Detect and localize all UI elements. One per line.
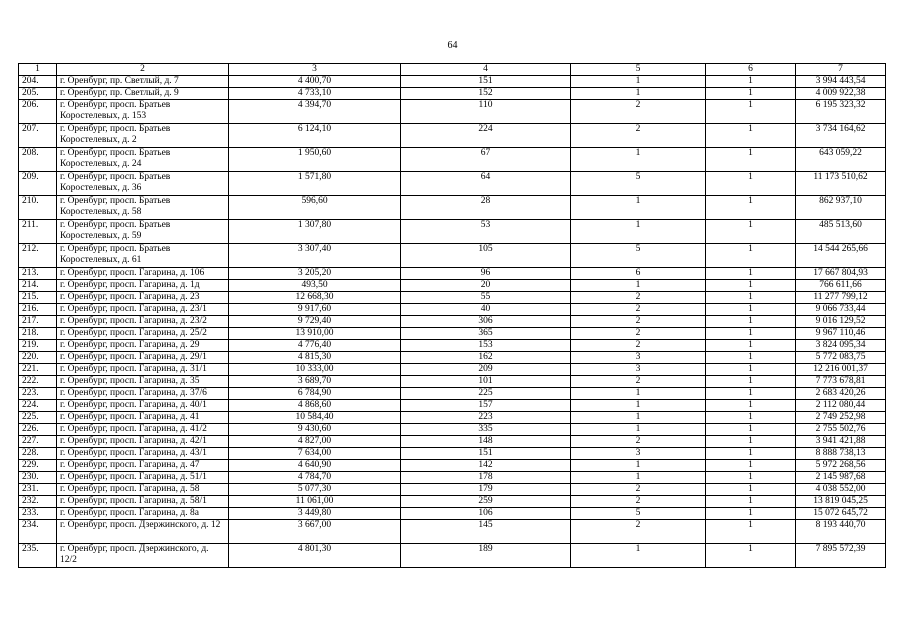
count-cell: 224	[401, 124, 571, 148]
address-cell: г. Оренбург, просп. Дзержинского, д. 12/2	[57, 544, 229, 568]
value-cell: 1	[706, 376, 796, 388]
amount-cell: 12 216 001,37	[796, 364, 886, 376]
area-cell: 7 634,00	[229, 448, 401, 460]
count-cell: 67	[401, 148, 571, 172]
value-cell: 2	[571, 316, 706, 328]
value-cell: 1	[706, 304, 796, 316]
row-number: 233.	[19, 508, 57, 520]
count-cell: 96	[401, 268, 571, 280]
address-cell: г. Оренбург, просп. Гагарина, д. 25/2	[57, 328, 229, 340]
value-cell: 1	[571, 196, 706, 220]
count-cell: 110	[401, 100, 571, 124]
area-cell: 493,50	[229, 280, 401, 292]
area-cell: 4 784,70	[229, 472, 401, 484]
row-number: 231.	[19, 484, 57, 496]
table-row	[19, 76, 886, 88]
count-cell: 157	[401, 400, 571, 412]
amount-cell: 15 072 645,72	[796, 508, 886, 520]
value-cell: 1	[571, 460, 706, 472]
value-cell: 1	[706, 436, 796, 448]
address-cell: г. Оренбург, пр. Светлый, д. 9	[57, 88, 229, 100]
value-cell: 1	[706, 220, 796, 244]
address-cell: г. Оренбург, просп. Гагарина, д. 29/1	[57, 352, 229, 364]
row-number: 227.	[19, 436, 57, 448]
row-number: 222.	[19, 376, 57, 388]
row-number: 229.	[19, 460, 57, 472]
value-cell: 1	[706, 388, 796, 400]
address-cell: г. Оренбург, просп. Гагарина, д. 41/2	[57, 424, 229, 436]
value-cell: 3	[571, 352, 706, 364]
amount-cell: 5 972 268,56	[796, 460, 886, 472]
area-cell: 12 668,30	[229, 292, 401, 304]
row-number: 219.	[19, 340, 57, 352]
table-row	[19, 508, 886, 520]
area-cell: 1 571,80	[229, 172, 401, 196]
value-cell: 1	[706, 424, 796, 436]
address-cell: г. Оренбург, просп. Гагарина, д. 35	[57, 376, 229, 388]
row-number: 208.	[19, 148, 57, 172]
table-row	[19, 400, 886, 412]
table-row	[19, 376, 886, 388]
value-cell: 1	[571, 400, 706, 412]
value-cell: 5	[571, 244, 706, 268]
table-row	[19, 280, 886, 292]
row-number: 206.	[19, 100, 57, 124]
value-cell: 1	[706, 352, 796, 364]
value-cell: 1	[571, 280, 706, 292]
amount-cell: 5 772 083,75	[796, 352, 886, 364]
amount-cell: 3 994 443,54	[796, 76, 886, 88]
row-number: 214.	[19, 280, 57, 292]
row-number: 212.	[19, 244, 57, 268]
column-header: 3	[229, 64, 401, 76]
table-row	[19, 460, 886, 472]
amount-cell: 2 755 502,76	[796, 424, 886, 436]
value-cell: 3	[571, 364, 706, 376]
count-cell: 162	[401, 352, 571, 364]
table-row	[19, 424, 886, 436]
table-row	[19, 220, 886, 244]
amount-cell: 8 888 738,13	[796, 448, 886, 460]
value-cell: 1	[706, 484, 796, 496]
table-row	[19, 268, 886, 280]
count-cell: 151	[401, 76, 571, 88]
count-cell: 28	[401, 196, 571, 220]
value-cell: 1	[571, 472, 706, 484]
page-number: 64	[447, 40, 458, 51]
address-cell: г. Оренбург, просп. Братьев Коростелевых, д. 58	[57, 196, 229, 220]
address-cell: г. Оренбург, просп. Братьев Коростелевых, д. 2	[57, 124, 229, 148]
value-cell: 1	[571, 76, 706, 88]
area-cell: 11 061,00	[229, 496, 401, 508]
area-cell: 5 077,30	[229, 484, 401, 496]
address-cell: г. Оренбург, просп. Дзержинского, д. 12	[57, 520, 229, 544]
data-table	[18, 63, 886, 568]
area-cell: 3 205,20	[229, 268, 401, 280]
table-row	[19, 304, 886, 316]
table-row	[19, 88, 886, 100]
value-cell: 1	[706, 88, 796, 100]
address-cell: г. Оренбург, просп. Гагарина, д. 42/1	[57, 436, 229, 448]
row-number: 209.	[19, 172, 57, 196]
count-cell: 151	[401, 448, 571, 460]
table-row	[19, 100, 886, 124]
value-cell: 2	[571, 124, 706, 148]
row-number: 216.	[19, 304, 57, 316]
amount-cell: 2 749 252,98	[796, 412, 886, 424]
area-cell: 4 394,70	[229, 100, 401, 124]
amount-cell: 8 193 440,70	[796, 520, 886, 544]
value-cell: 1	[571, 412, 706, 424]
address-cell: г. Оренбург, просп. Гагарина, д. 23/2	[57, 316, 229, 328]
address-cell: г. Оренбург, просп. Гагарина, д. 23/1	[57, 304, 229, 316]
amount-cell: 7 895 572,39	[796, 544, 886, 568]
column-header: 2	[57, 64, 229, 76]
address-cell: г. Оренбург, просп. Гагарина, д. 37/6	[57, 388, 229, 400]
area-cell: 9 729,40	[229, 316, 401, 328]
count-cell: 179	[401, 484, 571, 496]
value-cell: 1	[706, 124, 796, 148]
value-cell: 2	[571, 496, 706, 508]
address-cell: г. Оренбург, просп. Гагарина, д. 106	[57, 268, 229, 280]
count-cell: 335	[401, 424, 571, 436]
row-number: 224.	[19, 400, 57, 412]
count-cell: 40	[401, 304, 571, 316]
area-cell: 3 449,80	[229, 508, 401, 520]
count-cell: 306	[401, 316, 571, 328]
row-number: 223.	[19, 388, 57, 400]
table-row	[19, 172, 886, 196]
area-cell: 596,60	[229, 196, 401, 220]
value-cell: 1	[706, 292, 796, 304]
address-cell: г. Оренбург, просп. Гагарина, д. 47	[57, 460, 229, 472]
value-cell: 1	[706, 412, 796, 424]
value-cell: 1	[706, 316, 796, 328]
amount-cell: 3 941 421,88	[796, 436, 886, 448]
table-row	[19, 436, 886, 448]
area-cell: 4 776,40	[229, 340, 401, 352]
amount-cell: 3 734 164,62	[796, 124, 886, 148]
value-cell: 1	[706, 100, 796, 124]
count-cell: 106	[401, 508, 571, 520]
row-number: 213.	[19, 268, 57, 280]
value-cell: 1	[706, 460, 796, 472]
area-cell: 4 801,30	[229, 544, 401, 568]
value-cell: 1	[706, 508, 796, 520]
count-cell: 225	[401, 388, 571, 400]
amount-cell: 485 513,60	[796, 220, 886, 244]
area-cell: 10 584,40	[229, 412, 401, 424]
value-cell: 1	[706, 520, 796, 544]
table-row	[19, 328, 886, 340]
value-cell: 1	[706, 472, 796, 484]
row-number: 218.	[19, 328, 57, 340]
value-cell: 1	[706, 244, 796, 268]
row-number: 228.	[19, 448, 57, 460]
value-cell: 1	[571, 148, 706, 172]
amount-cell: 643 059,22	[796, 148, 886, 172]
count-cell: 142	[401, 460, 571, 472]
table-row	[19, 448, 886, 460]
area-cell: 6 124,10	[229, 124, 401, 148]
amount-cell: 2 145 987,68	[796, 472, 886, 484]
value-cell: 2	[571, 484, 706, 496]
amount-cell: 9 016 129,52	[796, 316, 886, 328]
value-cell: 2	[571, 328, 706, 340]
value-cell: 1	[571, 220, 706, 244]
row-number: 235.	[19, 544, 57, 568]
amount-cell: 13 819 045,25	[796, 496, 886, 508]
amount-cell: 14 544 265,66	[796, 244, 886, 268]
count-cell: 259	[401, 496, 571, 508]
area-cell: 4 815,30	[229, 352, 401, 364]
value-cell: 1	[706, 448, 796, 460]
address-cell: г. Оренбург, просп. Братьев Коростелевых, д. 153	[57, 100, 229, 124]
address-cell: г. Оренбург, просп. Гагарина, д. 40/1	[57, 400, 229, 412]
area-cell: 3 667,00	[229, 520, 401, 544]
row-number: 220.	[19, 352, 57, 364]
count-cell: 101	[401, 376, 571, 388]
table-row	[19, 316, 886, 328]
table-row	[19, 388, 886, 400]
address-cell: г. Оренбург, просп. Братьев Коростелевых, д. 59	[57, 220, 229, 244]
address-cell: г. Оренбург, просп. Гагарина, д. 43/1	[57, 448, 229, 460]
column-header: 4	[401, 64, 571, 76]
value-cell: 2	[571, 376, 706, 388]
value-cell: 1	[571, 388, 706, 400]
table-row	[19, 124, 886, 148]
amount-cell: 11 277 799,12	[796, 292, 886, 304]
value-cell: 2	[571, 292, 706, 304]
value-cell: 1	[706, 268, 796, 280]
address-cell: г. Оренбург, просп. Братьев Коростелевых, д. 61	[57, 244, 229, 268]
column-header: 7	[796, 64, 886, 76]
amount-cell: 9 066 733,44	[796, 304, 886, 316]
row-number: 234.	[19, 520, 57, 544]
amount-cell: 4 009 922,38	[796, 88, 886, 100]
amount-cell: 766 611,66	[796, 280, 886, 292]
table-row	[19, 472, 886, 484]
amount-cell: 862 937,10	[796, 196, 886, 220]
area-cell: 4 868,60	[229, 400, 401, 412]
area-cell: 9 917,60	[229, 304, 401, 316]
address-cell: г. Оренбург, просп. Гагарина, д. 1д	[57, 280, 229, 292]
count-cell: 148	[401, 436, 571, 448]
row-number: 226.	[19, 424, 57, 436]
row-number: 210.	[19, 196, 57, 220]
area-cell: 10 333,00	[229, 364, 401, 376]
table-row	[19, 484, 886, 496]
count-cell: 189	[401, 544, 571, 568]
count-cell: 20	[401, 280, 571, 292]
value-cell: 5	[571, 172, 706, 196]
row-number: 205.	[19, 88, 57, 100]
value-cell: 2	[571, 520, 706, 544]
table-row	[19, 340, 886, 352]
table-row	[19, 352, 886, 364]
count-cell: 152	[401, 88, 571, 100]
count-cell: 145	[401, 520, 571, 544]
area-cell: 4 733,10	[229, 88, 401, 100]
area-cell: 6 784,90	[229, 388, 401, 400]
area-cell: 1 307,80	[229, 220, 401, 244]
row-number: 230.	[19, 472, 57, 484]
area-cell: 1 950,60	[229, 148, 401, 172]
value-cell: 1	[706, 172, 796, 196]
row-number: 225.	[19, 412, 57, 424]
table-row	[19, 520, 886, 544]
row-number: 207.	[19, 124, 57, 148]
value-cell: 1	[706, 400, 796, 412]
value-cell: 1	[706, 76, 796, 88]
value-cell: 1	[571, 544, 706, 568]
value-cell: 3	[571, 448, 706, 460]
row-number: 204.	[19, 76, 57, 88]
table-row	[19, 292, 886, 304]
value-cell: 1	[706, 328, 796, 340]
count-cell: 64	[401, 172, 571, 196]
table-row	[19, 544, 886, 568]
area-cell: 3 307,40	[229, 244, 401, 268]
value-cell: 2	[571, 340, 706, 352]
amount-cell: 11 173 510,62	[796, 172, 886, 196]
amount-cell: 3 824 095,34	[796, 340, 886, 352]
amount-cell: 17 667 804,93	[796, 268, 886, 280]
value-cell: 1	[706, 364, 796, 376]
address-cell: г. Оренбург, просп. Братьев Коростелевых, д. 36	[57, 172, 229, 196]
value-cell: 1	[706, 148, 796, 172]
area-cell: 3 689,70	[229, 376, 401, 388]
count-cell: 223	[401, 412, 571, 424]
table-row	[19, 412, 886, 424]
amount-cell: 9 967 110,46	[796, 328, 886, 340]
value-cell: 2	[571, 100, 706, 124]
value-cell: 6	[571, 268, 706, 280]
table-row	[19, 364, 886, 376]
column-header: 5	[571, 64, 706, 76]
value-cell: 2	[571, 304, 706, 316]
area-cell: 9 430,60	[229, 424, 401, 436]
table-row	[19, 196, 886, 220]
amount-cell: 4 038 552,00	[796, 484, 886, 496]
value-cell: 1	[706, 280, 796, 292]
area-cell: 13 910,00	[229, 328, 401, 340]
address-cell: г. Оренбург, пр. Светлый, д. 7	[57, 76, 229, 88]
row-number: 221.	[19, 364, 57, 376]
address-cell: г. Оренбург, просп. Гагарина, д. 31/1	[57, 364, 229, 376]
value-cell: 1	[706, 496, 796, 508]
count-cell: 105	[401, 244, 571, 268]
count-cell: 53	[401, 220, 571, 244]
address-cell: г. Оренбург, просп. Гагарина, д. 58/1	[57, 496, 229, 508]
value-cell: 5	[571, 508, 706, 520]
address-cell: г. Оренбург, просп. Гагарина, д. 58	[57, 484, 229, 496]
address-cell: г. Оренбург, просп. Гагарина, д. 41	[57, 412, 229, 424]
value-cell: 1	[706, 544, 796, 568]
header-row	[19, 64, 886, 76]
count-cell: 153	[401, 340, 571, 352]
amount-cell: 2 683 420,26	[796, 388, 886, 400]
row-number: 217.	[19, 316, 57, 328]
count-cell: 209	[401, 364, 571, 376]
value-cell: 1	[706, 196, 796, 220]
count-cell: 365	[401, 328, 571, 340]
count-cell: 178	[401, 472, 571, 484]
row-number: 232.	[19, 496, 57, 508]
amount-cell: 6 195 323,32	[796, 100, 886, 124]
area-cell: 4 400,70	[229, 76, 401, 88]
address-cell: г. Оренбург, просп. Братьев Коростелевых, д. 24	[57, 148, 229, 172]
value-cell: 1	[571, 424, 706, 436]
row-number: 215.	[19, 292, 57, 304]
value-cell: 1	[706, 340, 796, 352]
area-cell: 4 640,90	[229, 460, 401, 472]
address-cell: г. Оренбург, просп. Гагарина, д. 51/1	[57, 472, 229, 484]
table-row	[19, 496, 886, 508]
value-cell: 1	[571, 88, 706, 100]
address-cell: г. Оренбург, просп. Гагарина, д. 8а	[57, 508, 229, 520]
amount-cell: 7 773 678,81	[796, 376, 886, 388]
value-cell: 2	[571, 436, 706, 448]
table-row	[19, 148, 886, 172]
address-cell: г. Оренбург, просп. Гагарина, д. 23	[57, 292, 229, 304]
column-header: 6	[706, 64, 796, 76]
table-row	[19, 244, 886, 268]
count-cell: 55	[401, 292, 571, 304]
area-cell: 4 827,00	[229, 436, 401, 448]
address-cell: г. Оренбург, просп. Гагарина, д. 29	[57, 340, 229, 352]
amount-cell: 2 112 080,44	[796, 400, 886, 412]
column-header: 1	[19, 64, 57, 76]
row-number: 211.	[19, 220, 57, 244]
